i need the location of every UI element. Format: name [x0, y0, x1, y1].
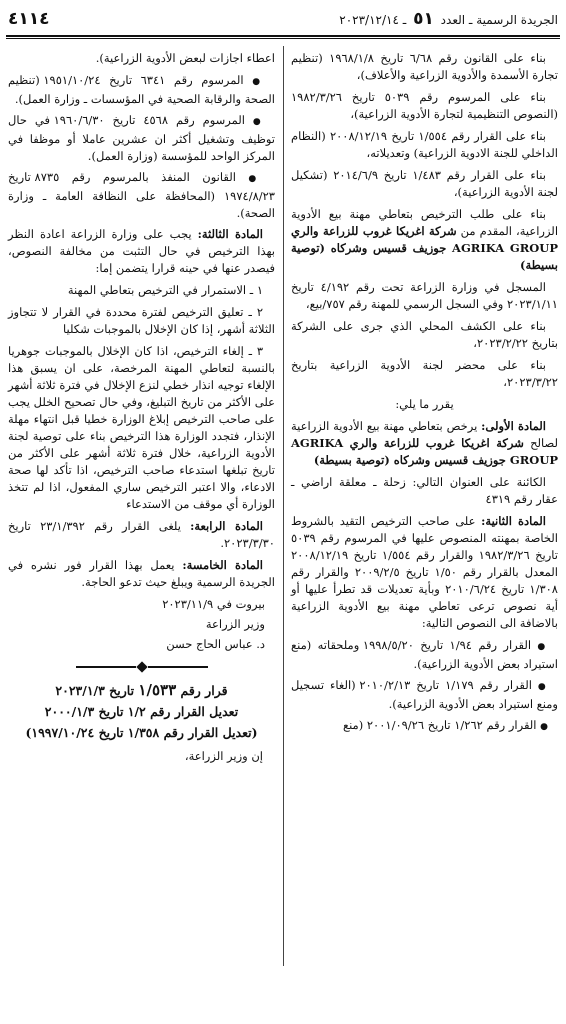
- header-rule: [6, 35, 560, 37]
- signature-date: بيروت في ٢٠٢٣/١١/٩: [162, 597, 265, 611]
- numbered-item: ٣ ـ إلغاء الترخيص، اذا كان الإخلال بالموجبات جوهريا بالنسبة لتعاطي المهنة المرخصة، على ان يسبق هذا الإلغاء توجيه انذار خطي لنزع الإخلال في فترة ثلاثة أشهر على الأكثر من تاريخ التبليغ، وفي حال تصحيح الخلل يجب على صاحب الترخيص إبلاغ الوزارة خطيا قبل انتهاء مهلة الإنذار، فتجدد الوزارة هذا الترخيص بناء على توصية لجنة الأدوية الزراعية، خلال فترة ثلاثة أشهر على الأكثر من تاريخ تبلغها استدعاء صاحب الترخيص، اذا تأكد لها صحة الادعاء، والا اعتبر الترخيص ساري المفعول، اذا لم تتخذ الوزارة أي موقف من الاستدعاء: [8, 344, 275, 511]
- diamond-icon: [136, 661, 147, 672]
- bullet-icon: ●: [540, 722, 548, 732]
- decision-title: [8, 681, 275, 700]
- list-item: [291, 717, 558, 736]
- column-divider: [283, 46, 284, 966]
- separator-bar: [76, 666, 136, 668]
- paragraph: بناء على القانون رقم ٦/٦٨ تاريخ ١٩٦٨/١/٨ (تنظيم تجارة الأسمدة والأدوية الزراعية والأعلاف)،: [291, 51, 558, 82]
- left-column: [8, 50, 275, 770]
- list-item-text: المرسوم رقم ٤٥٦٨ تاريخ ١٩٦٠/٦/٣٠ في حال توظيف وتشغيل أكثر ان عشرين عاملا أو موظفا في المركز الواحد للمؤسسة (وزارة العمل).: [8, 113, 275, 163]
- list-item-text: القرار رقم ١/٩٤ تاريخ ١٩٩٨/٥/٢٠ وملحقاته (منع استيراد بعض الأدوية الزراعية).: [291, 638, 558, 671]
- paragraph: [291, 206, 558, 274]
- company-name: شركة اغريكا غروب للزراعة والري AGRIKA GROUP جوزيف قسيس وشركاه (توصية بسيطة): [291, 224, 558, 272]
- article-5: [8, 557, 275, 591]
- signature-role: وزير الزراعة: [205, 617, 265, 631]
- article-label: المادة الثالثة:: [197, 227, 264, 241]
- paragraph: بناء على القرار رقم ١/٤٨٣ تاريخ ٢٠١٤/٦/٩ (تشكيل لجنة الأدوية الزراعية)،: [291, 168, 558, 199]
- gazette-date: ـ ٢٠٢٣/١٢/١٤: [339, 13, 407, 27]
- article-label: المادة الرابعة:: [190, 519, 264, 533]
- section-separator: [8, 663, 275, 671]
- article-label: المادة الثانية:: [481, 514, 546, 528]
- paragraph-text: بناء على طلب الترخيص بتعاطي مهنة بيع الأدوية الزراعية، المقدم من: [291, 207, 559, 238]
- article-3: [8, 226, 275, 277]
- article-text: يرخص بتعاطي مهنة بيع الأدوية الزراعية لصالح: [291, 419, 558, 450]
- paragraph: اعطاء اجازات لبعض الأدوية الزراعية).: [95, 51, 275, 65]
- list-item-text: القرار رقم ١/٢٦٢ تاريخ ٢٠٠١/٠٩/٢٦ (منع: [342, 718, 537, 732]
- list-item: [291, 637, 558, 673]
- article-label: المادة الأولى:: [481, 419, 546, 433]
- gazette-title: [339, 9, 558, 29]
- bullet-icon: ●: [252, 117, 265, 127]
- list-item: [291, 677, 558, 713]
- bullet-icon: ●: [252, 77, 266, 87]
- decides-line: يقرر ما يلي:: [395, 397, 454, 411]
- bullet-icon: ●: [537, 682, 548, 692]
- decision-subtitle: (تعديل القرار رقم ١/٣٥٨ تاريخ ١٩٩٧/١٠/٢٤): [25, 725, 258, 740]
- article-text: يجب على وزارة الزراعة اعادة النظر بهذا الترخيص في حال التثبت من مخالفة النصوص، فيصدر عنها في حينه قرارا يتضمن إما:: [8, 227, 275, 275]
- list-item: [8, 72, 275, 108]
- paragraph: الكائنة على العنوان التالي: زحلة ـ معلقة اراضي ـ عقار رقم ٤٣١٩: [291, 475, 558, 506]
- issue-number: ٥١: [413, 9, 434, 29]
- paragraph: بناء على القرار رقم ١/٥٥٤ تاريخ ٢٠٠٨/١٢/١٩ (النظام الداخلي للجنة الادوية الزراعية) وتعديلاته،: [291, 129, 558, 160]
- decision-prefix: قرار رقم: [180, 683, 228, 698]
- bullet-list: [8, 72, 275, 222]
- list-item-text: القرار رقم ١/١٧٩ تاريخ ٢٠١٠/٢/١٣ (الغاء تسجيل ومنع استيراد بعض الأدوية الزراعية).: [291, 678, 558, 711]
- decision-date: تاريخ ٢٠٢٣/١/٣: [55, 683, 135, 698]
- paragraph: بناء على المرسوم رقم ٥٠٣٩ تاريخ ١٩٨٢/٣/٢٦ (النصوص التنظيمية لتجارة الأدوية الزراعية)،: [291, 90, 558, 121]
- paragraph: بناء على الكشف المحلي الذي جرى على الشركة بتاريخ ٢٠٢٣/٢/٢٢،: [291, 319, 558, 350]
- list-item-text: القانون المنفذ بالمرسوم رقم ٨٧٣٥ تاريخ ١٩٧٤/٨/٢٣ (المحافظة على النظافة العامة ـ وزارة الصحة).: [8, 170, 275, 220]
- paragraph: المسجل في وزارة الزراعة تحت رقم ٤/١٩٢ تاريخ ٢٠٢٣/١/١١ وفي السجل الرسمي للمهنة رقم ٧٥٧/بيع،: [291, 280, 558, 311]
- article-text: على صاحب الترخيص التقيد بالشروط الخاصة بمهنته المنصوص عليها في المرسوم رقم ٥٠٣٩ تاريخ ١٩٨٢/٣/٢٦ والقرار رقم ١/٥٥٤ تاريخ ٢٠٠٨/١٢/١٩ المعدل بالقرار رقم ١/٥٠ تاريخ ٢٠٠٩/٢/٥ والقرار رقم ١/٣٠٨ تاريخ ٢٠١٠/٦/٢٤ وبأية تعديلات قد تطرأ عليها أو أية نصوص ترعى تعاطي مهنة بيع الأدوية الزراعية بالاضافة الى النصوص التالية:: [291, 514, 558, 630]
- list-item: [8, 169, 275, 222]
- numbered-item: ١ ـ الاستمرار في الترخيص بتعاطي المهنة: [67, 283, 263, 297]
- list-item-text: المرسوم رقم ٦٣٤١ تاريخ ١٩٥١/١٠/٢٤ (تنظيم الصحة والرقابة الصحية في المؤسسات ـ وزارة العمل).: [8, 73, 275, 106]
- bullet-list: [291, 637, 558, 736]
- signature-name: د. عباس الحاج حسن: [166, 637, 265, 651]
- bullet-icon: ●: [248, 174, 265, 184]
- signature-block: [8, 596, 275, 653]
- paragraph: بناء على محضر لجنة الأدوية الزراعية بتاريخ ٢٠٢٣/٣/٢٢،: [291, 358, 558, 389]
- right-column: [291, 50, 558, 740]
- company-name: شركة اغريكا غروب للزراعة والري AGRIKA GROUP جوزيف قسيس وشركاه (توصية بسيطة): [291, 436, 558, 467]
- article-text: يلغى القرار رقم ٢٣/١/٣٩٢ تاريخ ٢٠٢٣/٣/٣٠.: [8, 519, 275, 550]
- decision-subtitle: تعديل القرار رقم ١/٢ تاريخ ٢٠٠٠/١/٣: [44, 704, 239, 719]
- list-item: [8, 112, 275, 165]
- page-header: [8, 6, 558, 32]
- numbered-item: ٢ ـ تعليق الترخيص لفترة محددة في القرار لا تتجاوز الثلاثة أشهر، إذا كان الإخلال بالموجبات شكليا: [8, 305, 275, 336]
- paragraph: إن وزير الزراعة،: [184, 749, 263, 763]
- article-2: [291, 513, 558, 632]
- header-rule-thin: [6, 38, 560, 39]
- gazette-prefix: الجريدة الرسمية ـ العدد: [440, 13, 558, 27]
- bullet-icon: ●: [537, 642, 548, 652]
- article-text: يعمل بهذا القرار فور نشره في الجريدة الرسمية ويبلغ حيث تدعو الحاجة.: [8, 558, 275, 589]
- article-4: [8, 518, 275, 552]
- page-number: ٤١١٤: [8, 9, 50, 29]
- article-label: المادة الخامسة:: [182, 558, 263, 572]
- article-1: [291, 418, 558, 469]
- separator-bar: [148, 666, 208, 668]
- decision-number: ١/٥٣٣: [138, 681, 177, 699]
